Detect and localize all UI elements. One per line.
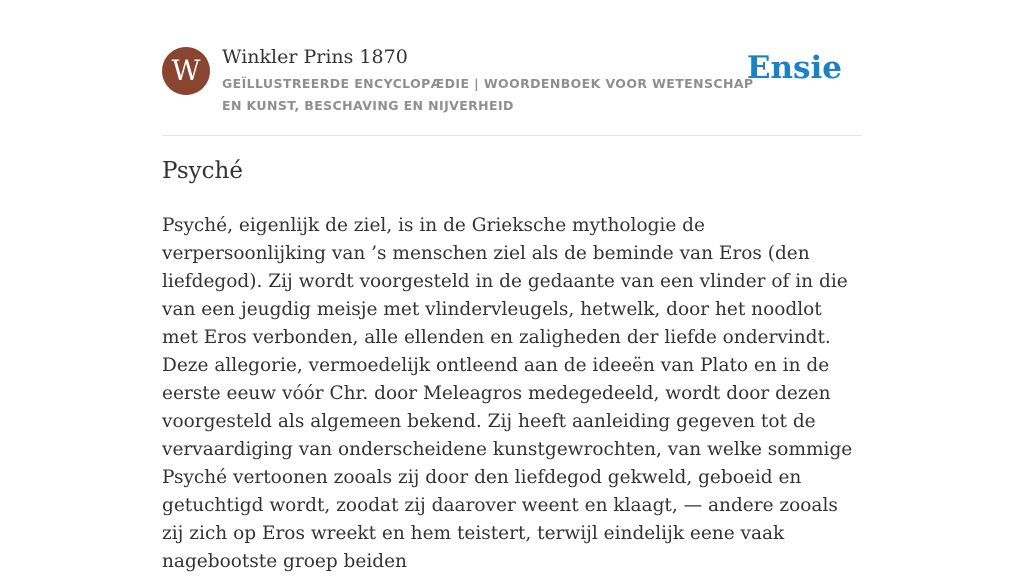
source-avatar[interactable]: W bbox=[162, 47, 210, 95]
ensie-logo-link[interactable]: Ensie bbox=[746, 50, 842, 86]
source-header bbox=[162, 46, 862, 136]
entry-title: Psyché bbox=[162, 158, 243, 184]
entry-body: Psyché, eigenlijk de ziel, is in de Grieksche mythologie de verpersoonlijking van ’s menschen ziel als de beminde van Eros (den liefdegod). Zij wordt voorgesteld in de gedaante van een vlinder of in die van een jeugdig meisje met vlindervleugels, hetwelk, door het noodlot met Eros verbonden, alle ellenden en zaligheden der liefde ondervindt. Deze allegorie, vermoedelijk ontleend aan de ideeën van Plato en in de eerste eeuw vóór Chr. door Meleagros medegedeeld, wordt door dezen voorgesteld als algemeen bekend. Zij heeft aanleiding gegeven tot de vervaardiging van onderscheidene kunstgewrochten, van welke sommige Psyché vertoonen zooals zij door den liefdegod gekweld, geboeid en getuchtigd wordt, zoodat zij daarover weent en klaagt, — andere zooals zij zich op Eros wreekt en hem teistert, terwijl eindelijk eene vaak nagebootste groep beiden bbox=[162, 215, 853, 572]
header-divider bbox=[162, 135, 862, 136]
source-subtitle: GEÏLLUSTREERDE ENCYCLOPÆDIE | WOORDENBOEK VOOR WETENSCHAP EN KUNST, BESCHAVING EN NIJVERHEID bbox=[222, 76, 754, 113]
source-title[interactable]: Winkler Prins 1870 bbox=[222, 46, 408, 68]
